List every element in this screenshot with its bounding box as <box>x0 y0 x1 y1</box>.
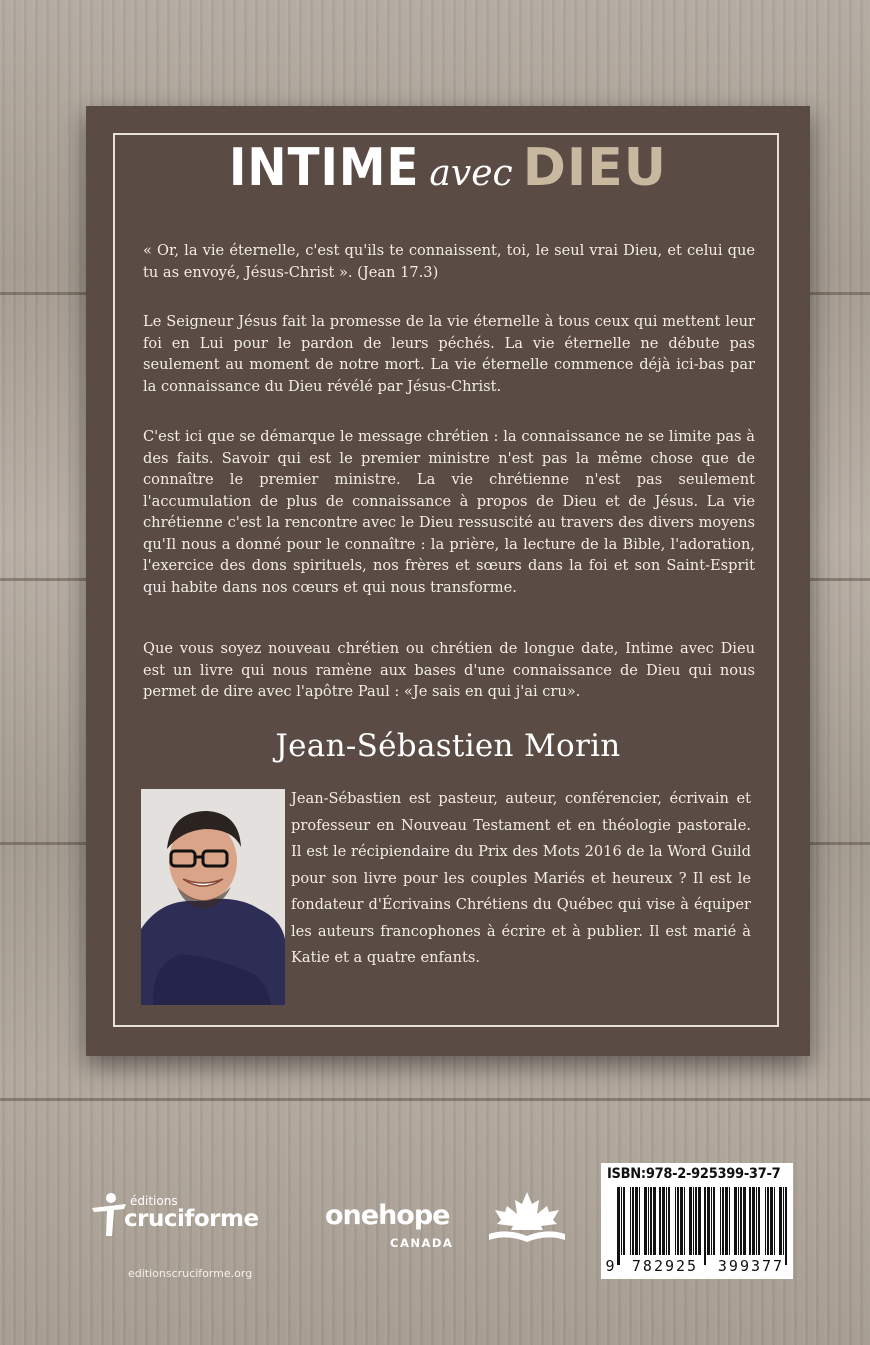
barcode-bar <box>689 1187 692 1255</box>
back-cover-panel <box>86 106 810 1056</box>
barcode-bar <box>632 1187 634 1255</box>
barcode-bar <box>617 1187 620 1265</box>
barcode-bar <box>770 1187 773 1255</box>
barcode-bar <box>648 1187 649 1255</box>
barcode-bar <box>677 1187 679 1255</box>
title-word-avec: avec <box>429 153 513 194</box>
barcode-bar <box>722 1187 724 1255</box>
cross-figure-icon <box>88 1190 128 1240</box>
barcode-bar <box>749 1187 751 1255</box>
barcode-bar <box>650 1187 652 1255</box>
barcode-bar <box>725 1187 728 1255</box>
publisher-logo-small-text: éditions <box>130 1194 178 1208</box>
barcode-bar <box>707 1187 710 1255</box>
barcode-bar <box>704 1187 706 1265</box>
barcode-bar <box>740 1187 742 1255</box>
barcode-bar <box>698 1187 701 1255</box>
barcode-bar <box>623 1187 625 1255</box>
publisher-logo <box>88 1188 288 1248</box>
barcode-bar <box>635 1187 638 1255</box>
publisher-logo-text: cruciforme <box>124 1206 259 1232</box>
barcode-bar <box>738 1187 739 1255</box>
barcode-bar <box>758 1187 760 1255</box>
body-paragraph: Que vous soyez nouveau chrétien ou chrétien de longue date, Intime avec Dieu est un livre qui nous ramène aux bases d'une connaissance de Dieu qui nous permet de dire avec l'apôtre Paul : «Je sais en qui j'ai cru». <box>143 640 755 700</box>
body-paragraph: Le Seigneur Jésus fait la promesse de la vie éternelle à tous ceux qui mettent leur foi en Lui pour le pardon de leurs péchés. La vie éternelle ne débute pas seulement au moment de notre mort. La vie éternelle commence déjà ici-bas par la connaissance du Dieu révélé par Jésus-Christ. <box>143 313 755 395</box>
isbn-barcode <box>601 1163 793 1279</box>
barcode-bar <box>630 1187 631 1255</box>
author-name: Jean-Sébastien Morin <box>275 728 621 764</box>
barcode-bar <box>711 1187 712 1255</box>
barcode-bar <box>621 1187 622 1255</box>
barcode-bar <box>695 1187 697 1255</box>
barcode-bar <box>662 1187 665 1255</box>
partner-logo-text: onehope <box>325 1200 450 1231</box>
barcode-bar <box>752 1187 755 1255</box>
barcode-digit-lead: 9 <box>605 1257 615 1275</box>
barcode-bar <box>765 1187 766 1255</box>
barcode-bar <box>644 1187 647 1255</box>
isbn-label: ISBN:978-2-925399-37-7 <box>607 1166 781 1182</box>
author-portrait-icon <box>141 789 285 1005</box>
partner-logo <box>325 1190 575 1260</box>
barcode-bar <box>653 1187 656 1255</box>
book-title <box>86 138 810 198</box>
quote-paragraph: « Or, la vie éternelle, c'est qu'ils te connaissent, toi, le seul vrai Dieu, et celui que tu as envoyé, Jésus-Christ ». (Jean 17.3) <box>143 242 755 281</box>
barcode-bar <box>785 1187 787 1265</box>
author-photo <box>141 789 285 1005</box>
barcode-digit-group: 399377 <box>717 1257 785 1275</box>
barcode-bar <box>767 1187 769 1255</box>
barcode-digits <box>601 1257 793 1275</box>
barcode-bar <box>720 1187 721 1255</box>
barcode-bar <box>783 1187 784 1255</box>
barcode-bar <box>743 1187 746 1255</box>
barcode-bar <box>693 1187 694 1255</box>
barcode-bar <box>668 1187 670 1255</box>
wood-plank-seam <box>0 1098 870 1101</box>
barcode-bar <box>639 1187 640 1255</box>
barcode-bar <box>675 1187 676 1255</box>
barcode-bar <box>756 1187 757 1255</box>
barcode-bar <box>666 1187 667 1255</box>
partner-logo-subtext: CANADA <box>390 1236 454 1250</box>
title-word-intime: INTIME <box>229 138 420 198</box>
author-biography: Jean-Sébastien est pasteur, auteur, conférencier, écrivain et professeur en Nouveau Testament et en théologie pastorale. Il est le récipiendaire du Prix des Mots 2016 de la Word Guild pour son livre pour les couples Mariés et heureux ? Il est le fondateur d'Écrivains Chrétiens du Québec qui vise à équiper les auteurs francophones à écrire et à publier. Il est marié à Katie et a quatre enfants. <box>291 790 751 966</box>
barcode-digit-group: 782925 <box>631 1257 699 1275</box>
barcode-bar <box>729 1187 730 1255</box>
body-paragraph: C'est ici que se démarque le message chrétien : la connaissance ne se limite pas à des faits. Savoir qui est le premier ministre n'est pas la même chose que de connaître le premier ministre. La vie chrétienne n'est pas seulement l'accumulation de plus de connaissance à propos de Dieu et de Jésus. La vie chrétienne c'est la rencontre avec le Dieu ressuscité au travers des divers moyens qu'Il nous a donné pour le connaître : la prière, la lecture de la Bible, l'adoration, l'exercice des dons spirituels, nos frères et sœurs dans la foi et son Saint-Esprit qui habite dans nos cœurs et qui nous transforme. <box>143 428 755 596</box>
barcode-bar <box>680 1187 683 1255</box>
barcode-bar <box>713 1187 715 1255</box>
barcode-bar <box>684 1187 685 1255</box>
barcode-bar <box>774 1187 775 1255</box>
title-word-dieu: DIEU <box>522 138 667 198</box>
maple-leaf-book-icon <box>483 1190 571 1246</box>
barcode-bar <box>659 1187 661 1255</box>
barcode-bar <box>734 1187 737 1255</box>
barcode-bar <box>779 1187 782 1255</box>
publisher-website: editionscruciforme.org <box>128 1267 253 1280</box>
